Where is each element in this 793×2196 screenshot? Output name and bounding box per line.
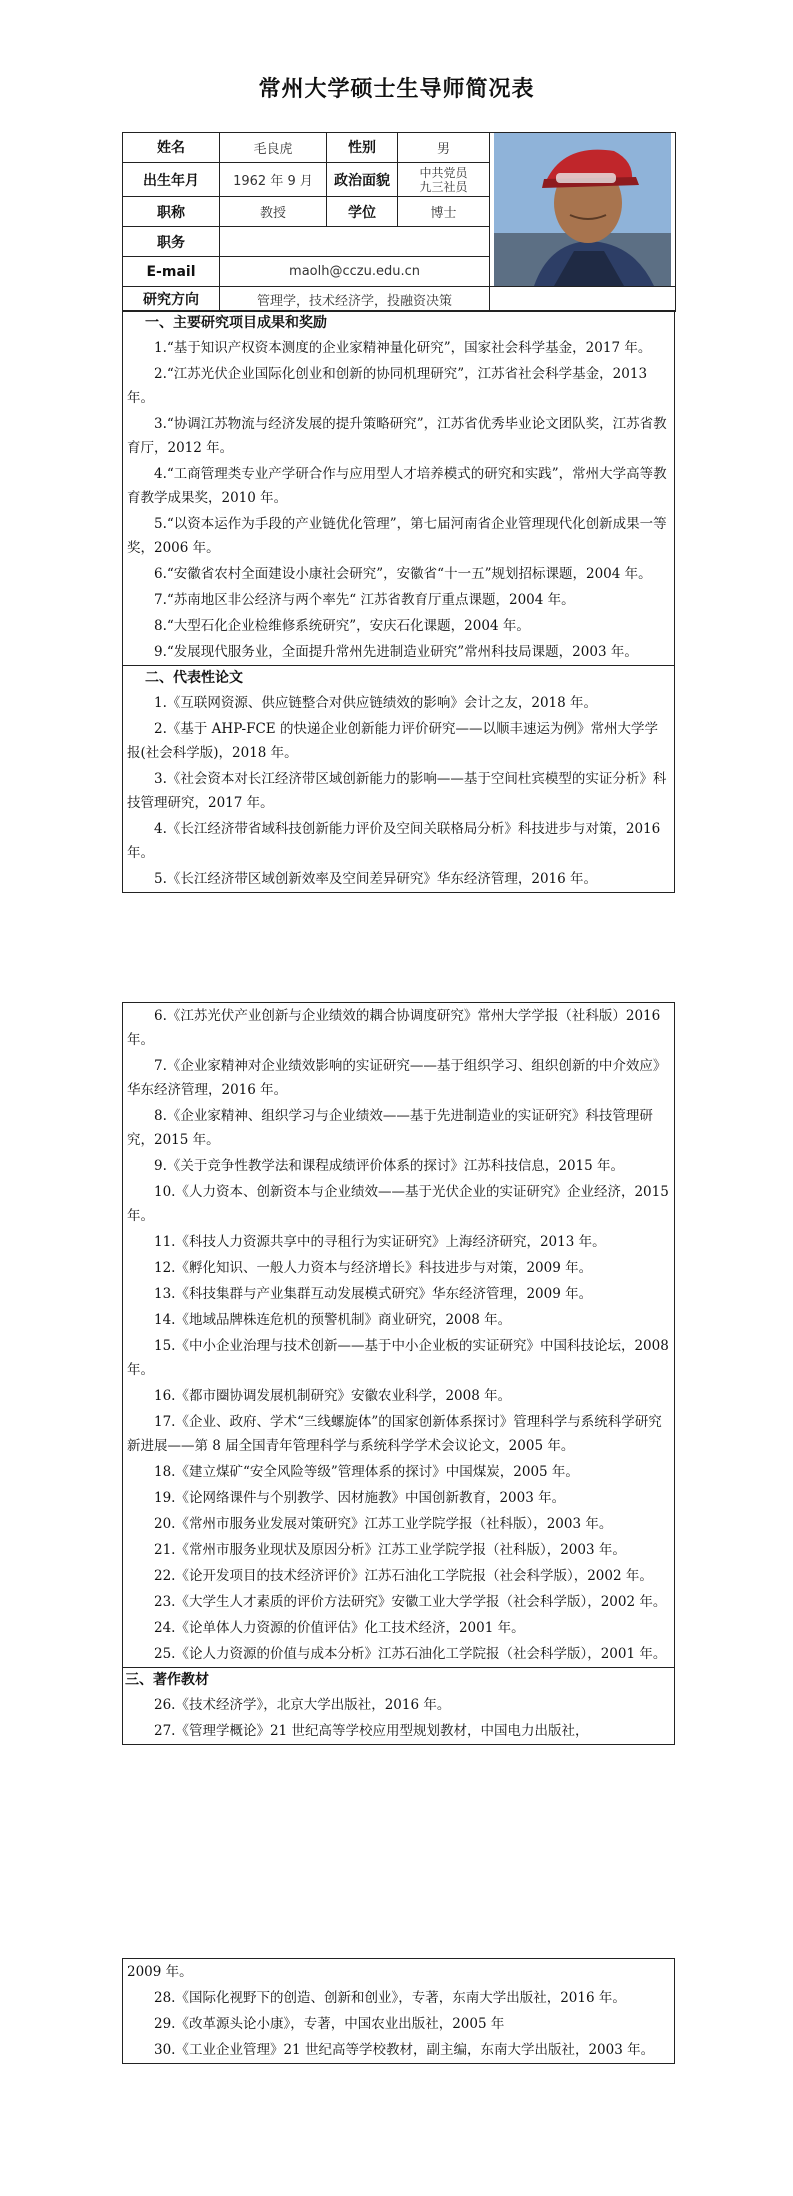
- duty-label: 职务: [123, 227, 220, 257]
- paper-item: 19.《论网络课件与个别教学、因材施教》中国创新教育，2003 年。: [154, 1490, 566, 1506]
- books-list-part-1: [123, 1692, 674, 1744]
- paper-item: 21.《常州市服务业现状及原因分析》江苏工业学院学报（社科版），2003 年。: [154, 1542, 626, 1558]
- political-value: [398, 162, 490, 197]
- papers-list-part-2: [123, 1003, 674, 1667]
- name-value: 毛良虎: [220, 133, 327, 163]
- paper-item: 2.《基于 AHP-FCE 的快递企业创新能力评价研究——以顺丰速运为例》常州大学学报(社会科学版)，2018 年。: [127, 721, 658, 761]
- paper-item: 1.《互联网资源、供应链整合对供应链绩效的影响》会计之友，2018 年。: [154, 695, 598, 711]
- books-list-part-2: [123, 1985, 674, 2063]
- project-item: 5.“以资本运作为手段的产业链优化管理”，第七届河南省企业管理现代化创新成果一等奖，2006 年。: [127, 516, 667, 556]
- paper-item: 13.《科技集群与产业集群互动发展模式研究》华东经济管理，2009 年。: [154, 1286, 593, 1302]
- birth-value: 1962 年 9 月: [220, 162, 327, 197]
- paper-item: 12.《孵化知识、一般人力资本与经济增长》科技进步与对策，2009 年。: [154, 1260, 593, 1276]
- paper-item: 8.《企业家精神、组织学习与企业绩效——基于先进制造业的实证研究》科技管理研究，2015 年。: [127, 1108, 653, 1148]
- degree-label: 学位: [327, 197, 398, 227]
- project-item: 4.“工商管理类专业产学研合作与应用型人才培养模式的研究和实践”，常州大学高等教育教学成果奖，2010 年。: [127, 466, 667, 506]
- paper-item: 15.《中小企业治理与技术创新——基于中小企业板的实证研究》中国科技论坛，2008 年。: [127, 1338, 669, 1378]
- book-item: 27.《管理学概论》21 世纪高等学校应用型规划教材，中国电力出版社，: [154, 1723, 589, 1739]
- degree-value: 博士: [398, 197, 490, 227]
- duty-value: [220, 227, 490, 257]
- book-item: 26.《技术经济学》，北京大学出版社，2016 年。: [154, 1697, 451, 1713]
- achievements-box-3: [122, 1958, 675, 2064]
- paper-item: 23.《大学生人才素质的评价方法研究》安徽工业大学学报（社会科学版），2002 年。: [154, 1594, 667, 1610]
- book-continuation: 2009 年。: [127, 1964, 193, 1980]
- book-item: 30.《工业企业管理》21 世纪高等学校教材，副主编，东南大学出版社，2003 年。: [154, 2042, 655, 2058]
- paper-item: 17.《企业、政府、学术“三线螺旋体”的国家创新体系探讨》管理科学与系统科学研究新进展——第 8 届全国青年管理科学与系统科学学术会议论文，2005 年。: [127, 1414, 662, 1454]
- paper-item: 10.《人力资本、创新资本与企业绩效——基于光伏企业的实证研究》企业经济，2015 年。: [127, 1184, 669, 1224]
- section-projects-heading: 一、主要研究项目成果和奖励: [145, 315, 327, 331]
- book-item: 28.《国际化视野下的创造、创新和创业》，专著，东南大学出版社，2016 年。: [154, 1990, 626, 2006]
- research-value: 管理学，技术经济学，投融资决策: [220, 287, 490, 312]
- portrait-image: [494, 133, 671, 286]
- project-item: 3.“协调江苏物流与经济发展的提升策略研究”，江苏省优秀毕业论文团队奖，江苏省教育厅，2012 年。: [127, 416, 667, 456]
- paper-item: 9.《关于竞争性教学法和课程成绩评价体系的探讨》江苏科技信息，2015 年。: [154, 1158, 625, 1174]
- title-label: 职称: [123, 197, 220, 227]
- paper-item: 24.《论单体人力资源的价值评估》化工技术经济，2001 年。: [154, 1620, 525, 1636]
- achievements-box-2: [122, 1002, 675, 1745]
- paper-item: 22.《论开发项目的技术经济评价》江苏石油化工学院报（社会科学版），2002 年。: [154, 1568, 653, 1584]
- paper-item: 11.《科技人力资源共享中的寻租行为实证研究》上海经济研究，2013 年。: [154, 1234, 606, 1250]
- project-item: 2.“江苏光伏企业国际化创业和创新的协同机理研究”，江苏省社会科学基金，2013 年。: [127, 366, 648, 406]
- paper-item: 16.《都市圈协调发展机制研究》安徽农业科学，2008 年。: [154, 1388, 512, 1404]
- papers-list-part-1: [123, 690, 674, 892]
- gender-label: 性别: [327, 133, 398, 163]
- book-item: 29.《改革源头论小康》，专著，中国农业出版社，2005 年: [154, 2016, 505, 2032]
- birth-label: 出生年月: [123, 162, 220, 197]
- section-books-heading: 三、著作教材: [125, 1672, 209, 1688]
- project-item: 6.“安徽省农村全面建设小康社会研究”，安徽省“十一五”规划招标课题，2004 年。: [154, 566, 652, 582]
- title-value: 教授: [220, 197, 327, 227]
- political-label: 政治面貌: [327, 162, 398, 197]
- empty-cell: [490, 287, 676, 312]
- paper-item: 18.《建立煤矿“安全风险等级”管理体系的探讨》中国煤炭，2005 年。: [154, 1464, 579, 1480]
- paper-item: 3.《社会资本对长江经济带区域创新能力的影响——基于空间杜宾模型的实证分析》科技管理研究，2017 年。: [127, 771, 667, 811]
- paper-item: 7.《企业家精神对企业绩效影响的实证研究——基于组织学习、组织创新的中介效应》华东经济管理，2016 年。: [127, 1058, 667, 1098]
- info-table: [122, 132, 676, 312]
- email-value: maolh@cczu.edu.cn: [220, 257, 490, 287]
- projects-list: [123, 335, 674, 665]
- name-label: 姓名: [123, 133, 220, 163]
- achievements-box-1: [122, 310, 675, 893]
- portrait-photo: [490, 133, 676, 287]
- section-papers-heading: 二、代表性论文: [145, 670, 243, 686]
- paper-item: 4.《长江经济带省域科技创新能力评价及空间关联格局分析》科技进步与对策，2016 年。: [127, 821, 661, 861]
- political-value-1: 中共党员: [419, 165, 468, 180]
- paper-item: 20.《常州市服务业发展对策研究》江苏工业学院学报（社科版），2003 年。: [154, 1516, 613, 1532]
- research-label: 研究方向: [123, 287, 220, 312]
- political-value-2: 九三社员: [419, 179, 468, 194]
- paper-item: 14.《地域品牌株连危机的预警机制》商业研究，2008 年。: [154, 1312, 512, 1328]
- paper-item: 5.《长江经济带区域创新效率及空间差异研究》华东经济管理，2016 年。: [154, 871, 598, 887]
- paper-item: 25.《论人力资源的价值与成本分析》江苏石油化工学院报（社会科学版），2001 年。: [154, 1646, 667, 1662]
- page-title: 常州大学硕士生导师简况表: [258, 76, 535, 102]
- project-item: 9.“发展现代服务业，全面提升常州先进制造业研究”常州科技局课题，2003 年。: [154, 644, 638, 660]
- paper-item: 6.《江苏光伏产业创新与企业绩效的耦合协调度研究》常州大学学报（社科版）2016 年。: [127, 1008, 661, 1048]
- project-item: 7.“苏南地区非公经济与两个率先“ 江苏省教育厅重点课题，2004 年。: [154, 592, 575, 608]
- project-item: 8.“大型石化企业检维修系统研究”，安庆石化课题，2004 年。: [154, 618, 530, 634]
- project-item: 1.“基于知识产权资本测度的企业家精神量化研究”，国家社会科学基金，2017 年。: [154, 340, 652, 356]
- gender-value: 男: [398, 133, 490, 163]
- email-label: E-mail: [123, 257, 220, 287]
